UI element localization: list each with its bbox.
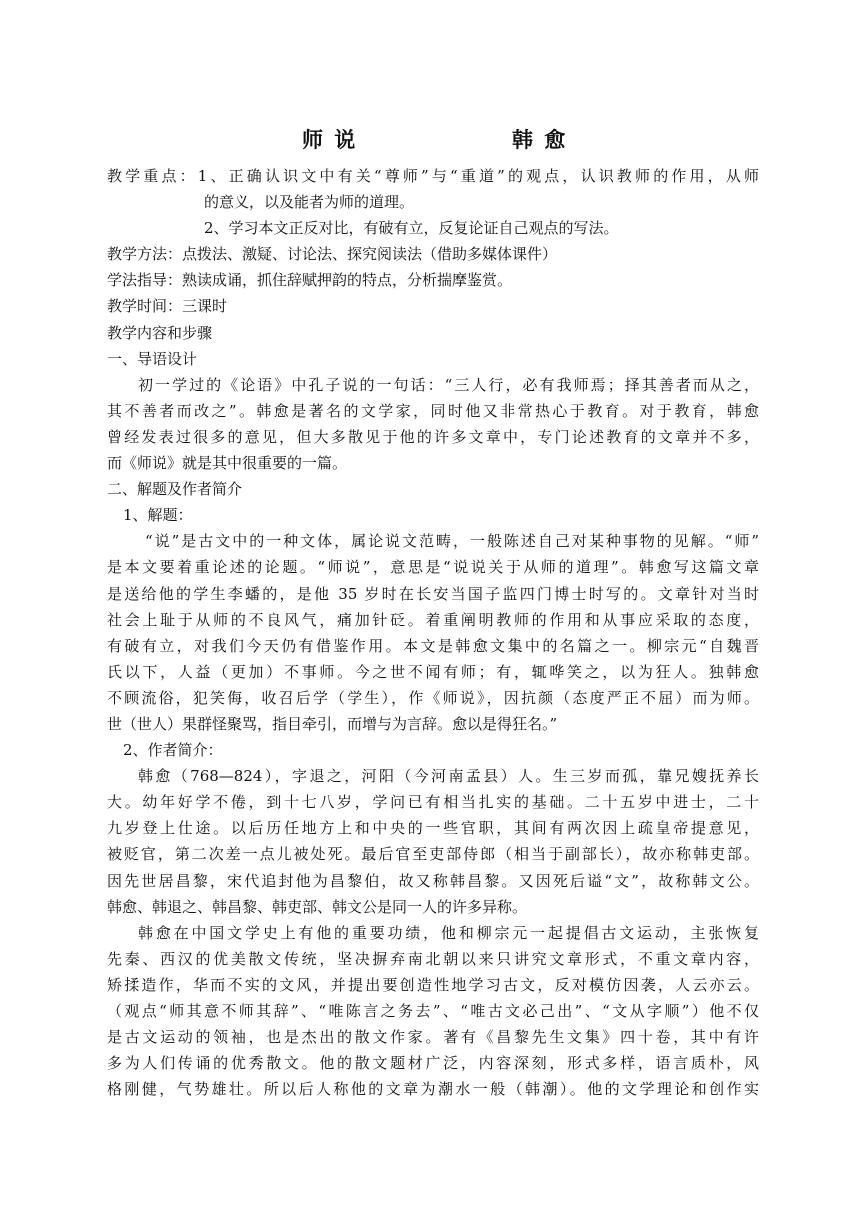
paragraph-line: 韩愈在中国文学史上有他的重要功绩，他和柳宗元一起提倡古文运动，主张恢复	[138, 923, 759, 942]
paragraph-line: 氏以下，人益（更加）不事师。今之世不闻有师；有，辄哗笑之，以为狂人。独韩愈	[107, 662, 759, 681]
paragraph-line: 学法指导：熟读成诵，抓住辞赋押韵的特点，分析揣摩鉴赏。	[107, 271, 513, 290]
paragraph-line: 的意义，以及能者为师的道理。	[204, 193, 415, 212]
document-body	[107, 163, 759, 1102]
paragraph-line: 是送给他的学生李蟠的，是他 35 岁时在长安当国子监四门博士时写的。文章针对当时	[107, 584, 759, 603]
paragraph-line: 教学重点：1、正确认识文中有关“尊师”与“重道”的观点，认识教师的作用，从师	[107, 167, 759, 185]
paragraph-line: 大。幼年好学不倦，到十七八岁，学问已有相当扎实的基础。二十五岁中进士，二十	[107, 793, 759, 812]
paragraph-line: 因先世居昌黎，宋代追封他为昌黎伯，故又称韩昌黎。又因死后谥“文”，故称韩文公。	[107, 871, 759, 890]
paragraph-line: 教学时间：三课时	[107, 297, 228, 316]
title-text: 师 说	[302, 127, 358, 152]
paragraph-line: “说”是古文中的一种文体，属论说文范畴，一般陈述自己对某种事物的见解。“师”	[145, 532, 759, 551]
paragraph-line: 九岁登上仕途。以后历任地方上和中央的一些官职，其间有两次因上疏皇帝提意见，	[107, 819, 759, 838]
paragraph-line: 是本文要着重论述的论题。“师说”，意思是“说说关于从师的道理”。韩愈写这篇文章	[107, 558, 759, 577]
paragraph-line: 有破有立，对我们今天仍有借鉴作用。本文是韩愈文集中的名篇之一。柳宗元“自魏晋	[107, 636, 759, 655]
subsection-heading: 2、作者简介：	[123, 741, 223, 760]
paragraph-line: 先秦、西汉的优美散文传统，坚决摒弃南北朝以来只讲究文章形式，不重文章内容，	[107, 949, 759, 968]
paragraph-line: 不顾流俗，犯笑侮，收召后学（学生），作《师说》，因抗颜（态度严正不屈）而为师。	[107, 688, 759, 707]
paragraph-line: 韩愈、韩退之、韩昌黎、韩吏部、韩文公是同一人的许多异称。	[107, 897, 528, 916]
paragraph-line: 矫揉造作，华而不实的文风，并提出要创造性地学习古文，反对模仿因袭，人云亦云。	[107, 975, 759, 994]
paragraph-line: 多为人们传诵的优秀散文。他的散文题材广泛，内容深刻，形式多样，语言质朴，风	[107, 1054, 759, 1073]
section-heading: 二、解题及作者简介	[107, 480, 243, 499]
paragraph-line: （观点“师其意不师其辞”、“唯陈言之务去”、“唯古文必己出”、“文从字顺”）他不仅	[107, 1002, 759, 1020]
section-heading: 一、导语设计	[107, 349, 198, 368]
paragraph-line: 其不善者而改之”。韩愈是著名的文学家，同时他又非常热心于教育。对于教育，韩愈	[107, 401, 759, 420]
paragraph-line: 社会上耻于从师的不良风气，痛加针砭。着重阐明教师的作用和从事应采取的态度，	[107, 610, 759, 629]
paragraph-line: 初一学过的《论语》中孔子说的一句话：“三人行，必有我师焉；择其善者而从之，	[138, 375, 759, 394]
paragraph-line: 被贬官，第二次差一点儿被处死。最后官至吏部侍郎（相当于副部长），故亦称韩吏部。	[107, 845, 759, 864]
author-name: 韩 愈	[512, 127, 568, 152]
paragraph-line: 2、学习本文正反对比，有破有立，反复论证自己观点的写法。	[204, 219, 619, 238]
paragraph-line: 韩愈（768—824），字退之，河阳（今河南孟县）人。生三岁而孤，靠兄嫂抚养长	[138, 767, 759, 786]
paragraph-line: 是古文运动的领袖，也是杰出的散文作家。著有《昌黎先生文集》四十卷，其中有许	[107, 1028, 759, 1047]
paragraph-line: 教学内容和步骤	[107, 323, 213, 342]
paragraph-line: 曾经发表过很多的意见，但大多散见于他的许多文章中，专门论述教育的文章并不多，	[107, 427, 759, 446]
subsection-heading: 1、解题：	[123, 506, 193, 525]
document-title	[0, 124, 860, 156]
paragraph-line: 世（世人）果群怪聚骂，指目牵引，而增与为言辞。愈以是得狂名。”	[107, 714, 558, 733]
paragraph-line: 而《师说》就是其中很重要的一篇。	[107, 454, 348, 473]
paragraph-line: 格刚健，气势雄壮。所以后人称他的文章为潮水一般（韩潮）。他的文学理论和创作实	[107, 1080, 759, 1099]
paragraph-line: 教学方法：点拨法、激疑、讨论法、探究阅读法（借助多媒体课件）	[107, 245, 558, 264]
